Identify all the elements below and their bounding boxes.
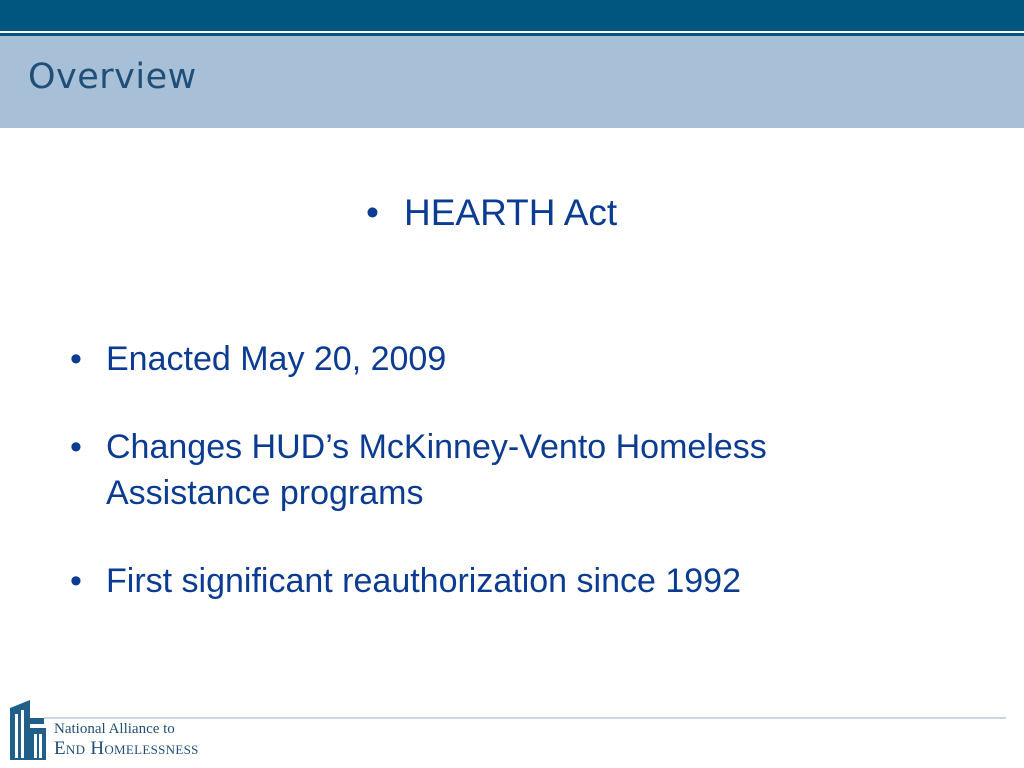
- bullet-text: Changes HUD’s McKinney-Vento Homeless: [106, 428, 767, 466]
- bullet-marker: •: [70, 340, 82, 378]
- bullet-item: [70, 424, 767, 516]
- heading-bullet: [366, 190, 617, 236]
- logo-text-line2: End Homelessness: [54, 738, 199, 759]
- bullet-marker: •: [70, 562, 82, 600]
- bullet-marker: •: [70, 428, 82, 466]
- bullet-text-continued: Assistance programs: [106, 474, 424, 512]
- logo-text-line1: National Alliance to: [54, 721, 175, 737]
- bullet-text: Enacted May 20, 2009: [106, 340, 447, 378]
- top-accent-bar: [0, 0, 1024, 31]
- house-building-logo-icon: [8, 700, 48, 760]
- organization-logo: [8, 700, 256, 764]
- bullet-text: First significant reauthorization since 1992: [106, 562, 741, 600]
- bullet-item: [70, 336, 446, 382]
- bullet-marker: •: [366, 192, 379, 233]
- slide-title: Overview: [28, 57, 197, 97]
- bullet-item: [70, 558, 741, 604]
- heading-text: HEARTH Act: [404, 192, 618, 233]
